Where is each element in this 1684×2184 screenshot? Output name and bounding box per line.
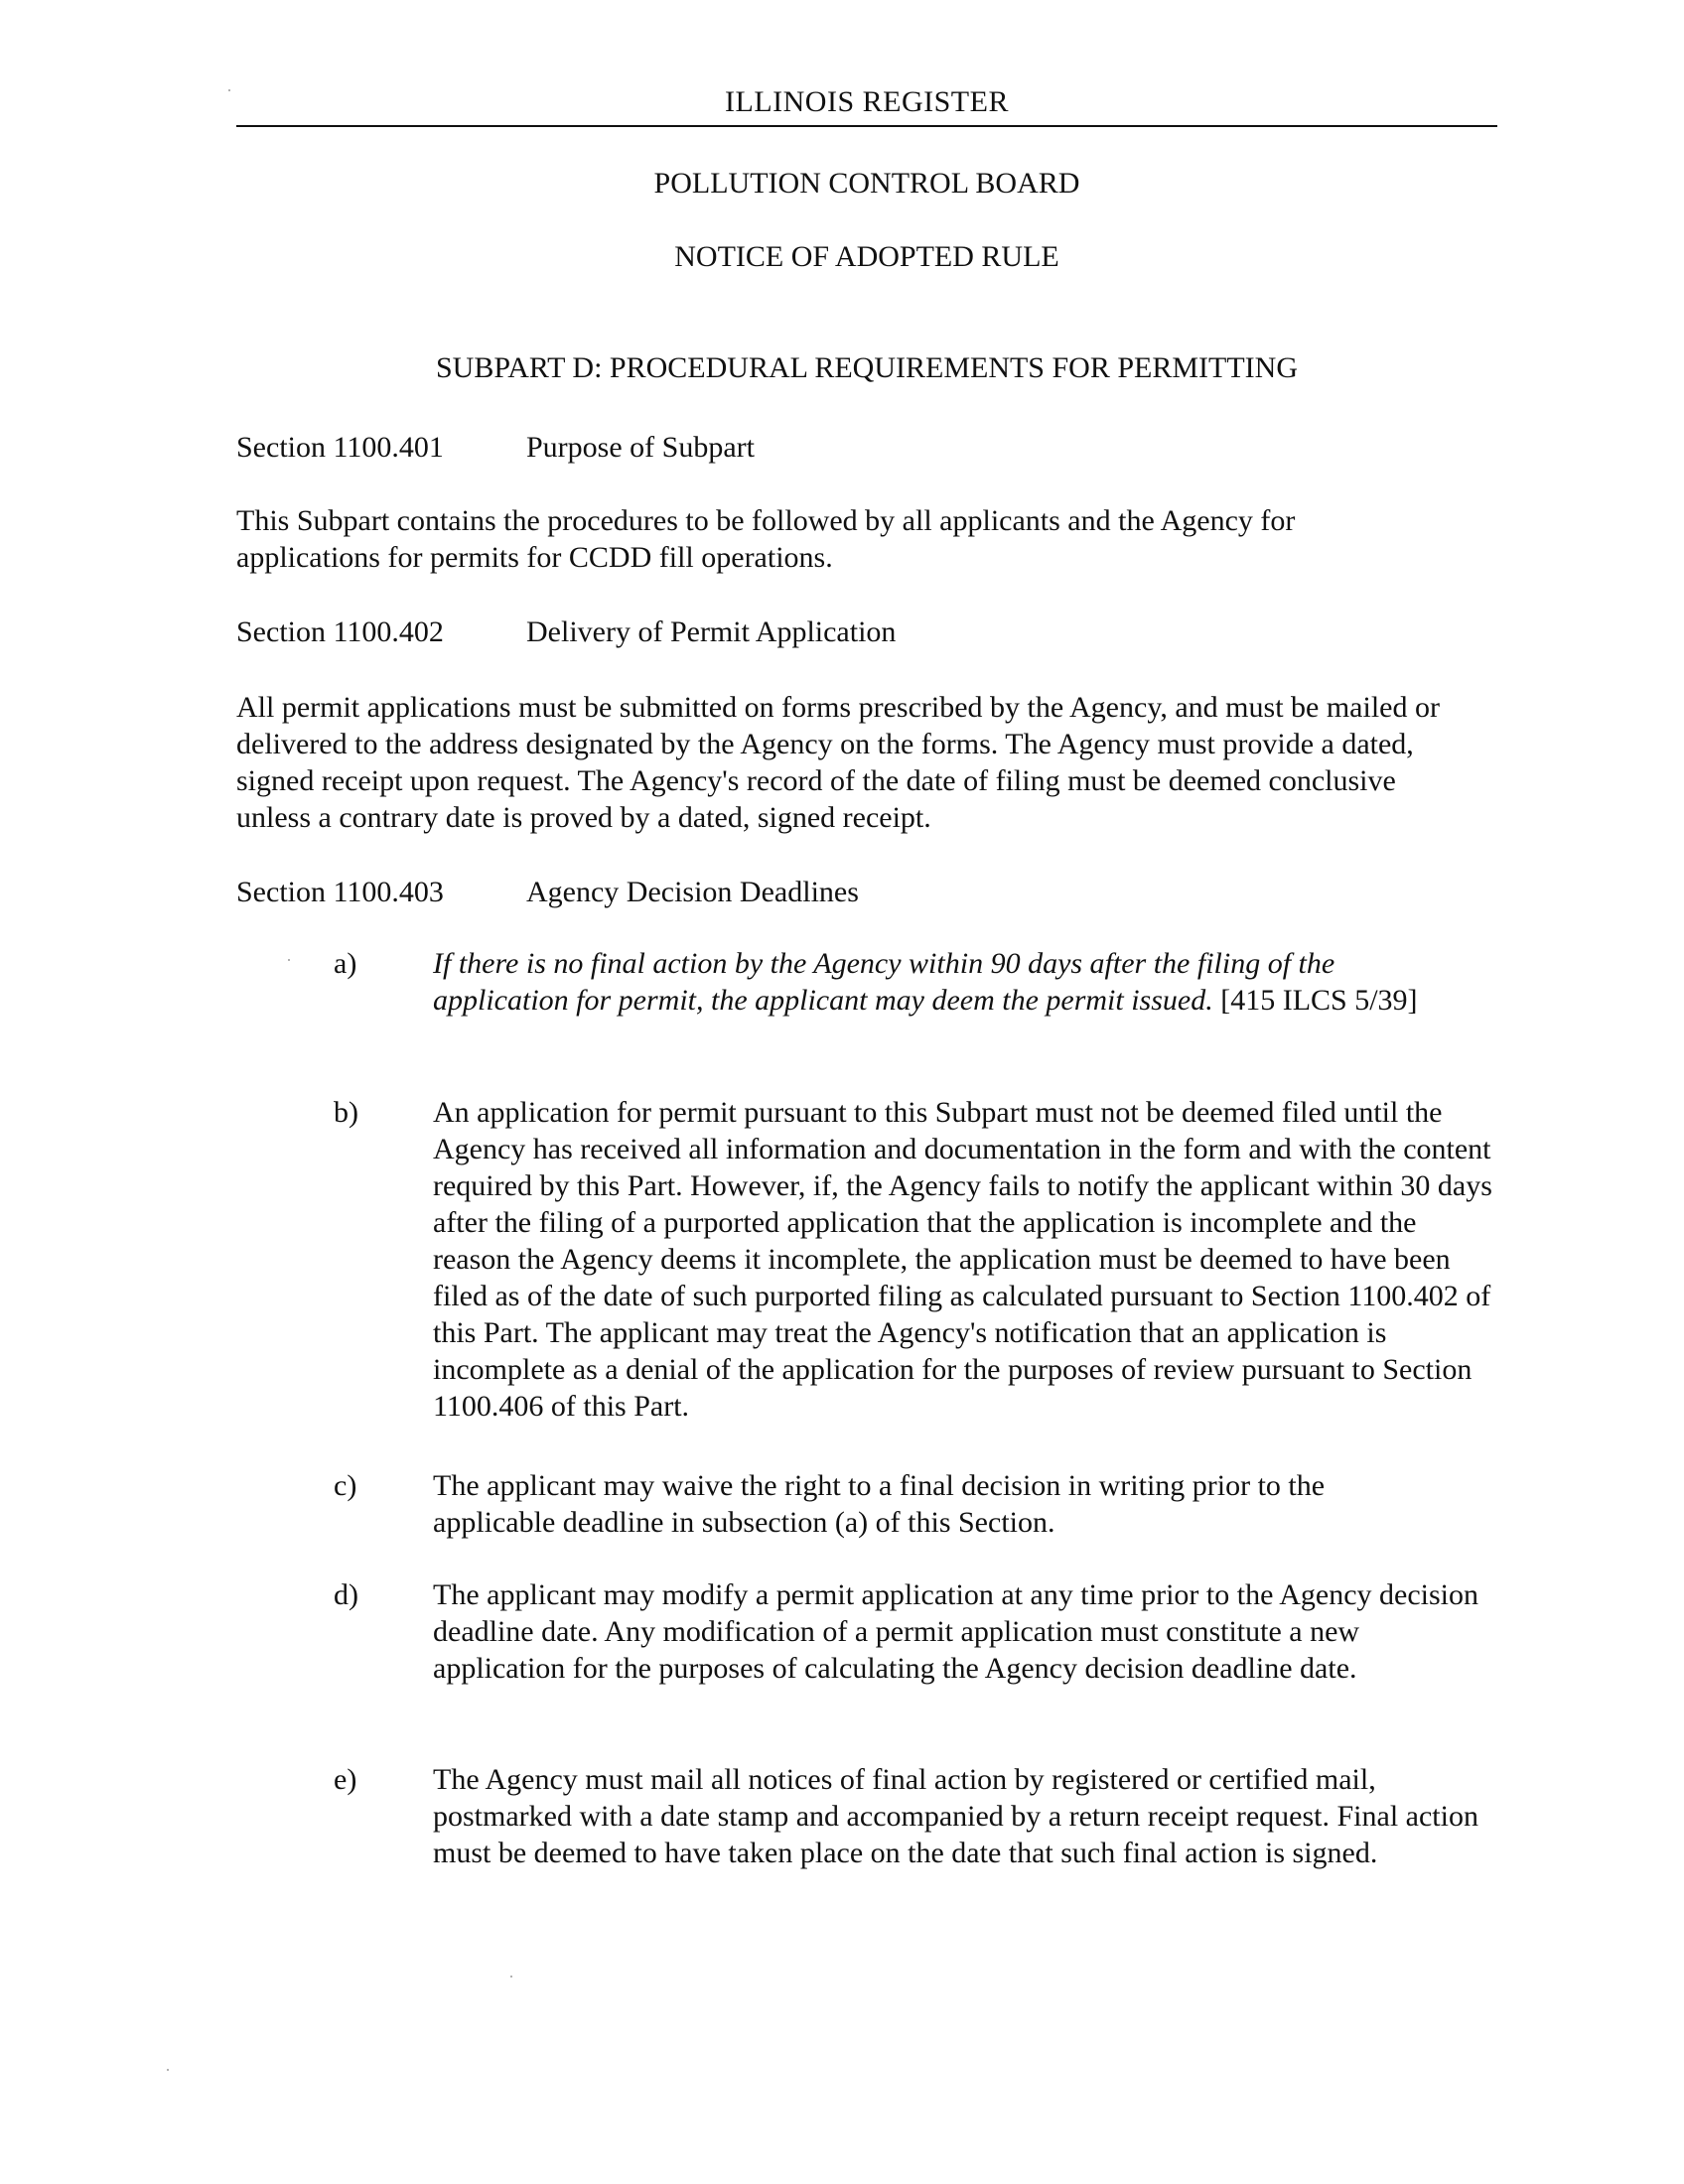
item-label: c) [334,1469,357,1502]
notice-title: NOTICE OF ADOPTED RULE [674,240,1059,273]
header-rule [236,125,1497,127]
section-401-body: This Subpart contains the procedures to be followed by all applicants and the Agency for applications for permits for CCDD fill operations. [236,504,1296,574]
list-item [334,945,1446,1019]
section-title: Purpose of Subpart [526,431,755,464]
section-402-body: All permit applications must be submitted on forms prescribed by the Agency, and must be mailed or delivered to the address designated by the Agency on the forms. The Agency must provide a dated, signed receipt upon request. The Agency's record of the date of filing must be deemed conclusive unless a contrary date is proved by a dated, signed receipt. [236,691,1440,834]
list-item [334,1094,1497,1425]
item-text: The Agency must mail all notices of final action by registered or certified mail, postmarked with a date stamp and accompanied by a return receipt request. Final action must be deemed to have taken place on the date that such final action is signed. [433,1763,1478,1869]
scan-speck [288,959,290,961]
citation: [415 ILCS 5/39] [1212,984,1418,1017]
section-401-heading [236,431,755,465]
section-402-heading [236,615,896,649]
item-text [433,945,1446,1019]
item-text: The applicant may waive the right to a final decision in writing prior to the applicable deadline in subsection (a) of this Section. [433,1469,1326,1539]
item-label: d) [334,1578,358,1611]
section-number: Section 1100.401 [236,431,444,464]
subpart-title: SUBPART D: PROCEDURAL REQUIREMENTS FOR PERMITTING [435,351,1299,384]
item-text: The applicant may modify a permit application at any time prior to the Agency decision deadline date. Any modification of a permit application must constitute a new application for the purposes of calculating the Agency decision deadline date. [433,1578,1479,1685]
list-item [334,1761,1497,1871]
section-number: Section 1100.403 [236,876,444,908]
list-item [334,1576,1497,1687]
item-text: An application for permit pursuant to this Subpart must not be deemed filed until the Agency has received all information and documentation in the form and with the content required by this Part. However, if, the Agency fails to notify the applicant within 30 days after the filing of a purported application that the application is incomplete and the reason the Agency deems it incomplete, the application must be deemed to have been filed as of the date of such purported filing as calculated pursuant to Section 1100.402 of this Part. The applicant may treat the Agency's notification that an application is incomplete as a denial of the application for the purposes of review pursuant to Section 1100.406 of this Part. [433,1096,1492,1423]
item-label: b) [334,1096,358,1129]
section-403-heading [236,876,859,909]
register-header: ILLINOIS REGISTER [725,85,1009,118]
board-name: POLLUTION CONTROL BOARD [653,167,1080,200]
item-label: e) [334,1763,357,1796]
section-title: Agency Decision Deadlines [526,876,859,908]
item-label: a) [334,947,357,980]
list-item [334,1467,1446,1541]
section-number: Section 1100.402 [236,615,444,648]
scan-speck [510,1976,512,1978]
statutory-quote: If there is no final action by the Agency within 90 days after the filing of the application for permit, the applicant may deem the permit issued. [433,947,1335,1017]
section-title: Delivery of Permit Application [526,615,897,648]
scan-speck [228,89,230,91]
scan-speck [167,2069,169,2071]
